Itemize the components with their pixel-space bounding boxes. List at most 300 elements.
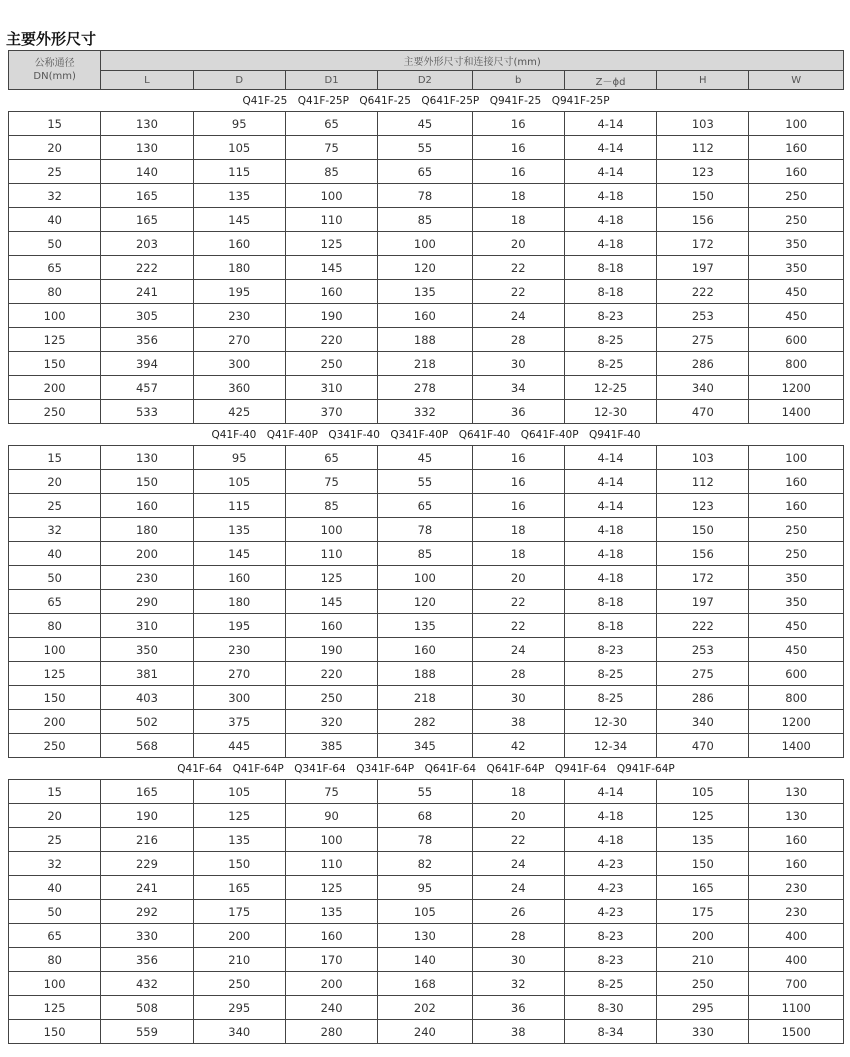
value-cell: 450 (749, 638, 844, 662)
table-row (9, 184, 844, 208)
value-cell: 203 (101, 232, 193, 256)
value-cell: 150 (657, 852, 749, 876)
col-header-l: L (101, 71, 193, 90)
value-cell: 270 (193, 328, 285, 352)
value-cell: 445 (193, 734, 285, 758)
value-cell: 345 (378, 734, 472, 758)
value-cell: 32 (472, 972, 564, 996)
value-cell: 8-18 (564, 280, 656, 304)
table-row (9, 614, 844, 638)
value-cell: 130 (749, 804, 844, 828)
value-cell: 24 (472, 852, 564, 876)
value-cell: 160 (285, 614, 377, 638)
value-cell: 295 (657, 996, 749, 1020)
value-cell: 240 (378, 1020, 472, 1044)
value-cell: 508 (101, 996, 193, 1020)
value-cell: 305 (101, 304, 193, 328)
value-cell: 170 (285, 948, 377, 972)
model-list-text: Q41F-25 Q41F-25P Q641F-25 Q641F-25P Q941F-25 Q941F-25P (242, 95, 610, 107)
value-cell: 180 (193, 590, 285, 614)
col-header-d1: D1 (285, 71, 377, 90)
value-cell: 160 (749, 852, 844, 876)
dn-cell: 32 (9, 852, 101, 876)
dn-cell: 50 (9, 900, 101, 924)
table-row (9, 780, 844, 804)
dn-cell: 125 (9, 996, 101, 1020)
value-cell: 22 (472, 256, 564, 280)
value-cell: 16 (472, 136, 564, 160)
value-cell: 220 (285, 328, 377, 352)
value-cell: 125 (285, 876, 377, 900)
value-cell: 65 (285, 112, 377, 136)
value-cell: 222 (657, 280, 749, 304)
value-cell: 100 (378, 232, 472, 256)
table-row (9, 638, 844, 662)
value-cell: 4-18 (564, 566, 656, 590)
value-cell: 370 (285, 400, 377, 424)
value-cell: 135 (193, 184, 285, 208)
value-cell: 356 (101, 328, 193, 352)
value-cell: 4-14 (564, 494, 656, 518)
value-cell: 105 (193, 136, 285, 160)
dn-cell: 125 (9, 328, 101, 352)
value-cell: 8-23 (564, 924, 656, 948)
dn-cell: 15 (9, 780, 101, 804)
value-cell: 8-25 (564, 972, 656, 996)
value-cell: 175 (657, 900, 749, 924)
value-cell: 135 (285, 900, 377, 924)
value-cell: 502 (101, 710, 193, 734)
value-cell: 24 (472, 876, 564, 900)
value-cell: 85 (378, 542, 472, 566)
value-cell: 216 (101, 828, 193, 852)
table-row (9, 900, 844, 924)
value-cell: 22 (472, 828, 564, 852)
value-cell: 145 (193, 542, 285, 566)
model-row (9, 424, 844, 446)
value-cell: 4-14 (564, 112, 656, 136)
value-cell: 250 (285, 686, 377, 710)
table-row (9, 924, 844, 948)
value-cell: 160 (193, 566, 285, 590)
value-cell: 457 (101, 376, 193, 400)
value-cell: 8-34 (564, 1020, 656, 1044)
dn-cell: 65 (9, 924, 101, 948)
dn-cell: 80 (9, 948, 101, 972)
value-cell: 20 (472, 566, 564, 590)
value-cell: 190 (101, 804, 193, 828)
value-cell: 600 (749, 662, 844, 686)
table-row (9, 446, 844, 470)
dn-header (9, 51, 101, 90)
col-header-h: H (657, 71, 749, 90)
value-cell: 222 (657, 614, 749, 638)
value-cell: 218 (378, 352, 472, 376)
value-cell: 78 (378, 518, 472, 542)
table-row (9, 352, 844, 376)
value-cell: 110 (285, 852, 377, 876)
value-cell: 160 (749, 494, 844, 518)
value-cell: 8-23 (564, 638, 656, 662)
dn-cell: 15 (9, 446, 101, 470)
value-cell: 165 (101, 208, 193, 232)
value-cell: 85 (285, 494, 377, 518)
value-cell: 330 (657, 1020, 749, 1044)
value-cell: 120 (378, 256, 472, 280)
value-cell: 230 (101, 566, 193, 590)
value-cell: 95 (378, 876, 472, 900)
value-cell: 253 (657, 638, 749, 662)
dn-cell: 80 (9, 614, 101, 638)
value-cell: 30 (472, 352, 564, 376)
value-cell: 290 (101, 590, 193, 614)
value-cell: 112 (657, 470, 749, 494)
value-cell: 450 (749, 280, 844, 304)
value-cell: 470 (657, 734, 749, 758)
value-cell: 220 (285, 662, 377, 686)
value-cell: 65 (378, 494, 472, 518)
value-cell: 1400 (749, 400, 844, 424)
value-cell: 250 (285, 352, 377, 376)
value-cell: 30 (472, 948, 564, 972)
dn-cell: 150 (9, 1020, 101, 1044)
value-cell: 8-25 (564, 662, 656, 686)
model-list-text: Q41F-40 Q41F-40P Q341F-40 Q341F-40P Q641F-40 Q641F-40P Q941F-40 (211, 429, 641, 441)
dn-cell: 100 (9, 638, 101, 662)
value-cell: 28 (472, 924, 564, 948)
value-cell: 360 (193, 376, 285, 400)
value-cell: 125 (285, 232, 377, 256)
value-cell: 18 (472, 184, 564, 208)
value-cell: 16 (472, 446, 564, 470)
model-list (9, 424, 844, 446)
value-cell: 125 (193, 804, 285, 828)
value-cell: 270 (193, 662, 285, 686)
value-cell: 559 (101, 1020, 193, 1044)
table-row (9, 400, 844, 424)
table-row (9, 972, 844, 996)
table-row (9, 376, 844, 400)
table-row (9, 686, 844, 710)
table-row (9, 232, 844, 256)
value-cell: 156 (657, 542, 749, 566)
value-cell: 278 (378, 376, 472, 400)
value-cell: 100 (749, 112, 844, 136)
col-header-z-phi-d: Z－ϕd (564, 71, 656, 90)
value-cell: 135 (193, 828, 285, 852)
value-cell: 300 (193, 686, 285, 710)
dimensions-table (8, 50, 844, 1044)
value-cell: 55 (378, 780, 472, 804)
value-cell: 172 (657, 232, 749, 256)
value-cell: 188 (378, 328, 472, 352)
table-row (9, 518, 844, 542)
value-cell: 350 (749, 566, 844, 590)
dn-cell: 25 (9, 160, 101, 184)
value-cell: 292 (101, 900, 193, 924)
value-cell: 130 (101, 112, 193, 136)
value-cell: 160 (749, 136, 844, 160)
col-header-b: b (472, 71, 564, 90)
value-cell: 394 (101, 352, 193, 376)
value-cell: 36 (472, 400, 564, 424)
table-row (9, 876, 844, 900)
value-cell: 197 (657, 256, 749, 280)
value-cell: 82 (378, 852, 472, 876)
value-cell: 123 (657, 494, 749, 518)
value-cell: 130 (101, 446, 193, 470)
value-cell: 450 (749, 304, 844, 328)
value-cell: 165 (193, 876, 285, 900)
table-row (9, 566, 844, 590)
value-cell: 4-14 (564, 160, 656, 184)
value-cell: 295 (193, 996, 285, 1020)
dn-cell: 20 (9, 136, 101, 160)
value-cell: 38 (472, 1020, 564, 1044)
value-cell: 190 (285, 638, 377, 662)
dn-cell: 200 (9, 710, 101, 734)
value-cell: 250 (749, 518, 844, 542)
value-cell: 150 (657, 184, 749, 208)
value-cell: 160 (749, 470, 844, 494)
col-header-d2: D2 (378, 71, 472, 90)
value-cell: 218 (378, 686, 472, 710)
value-cell: 105 (193, 470, 285, 494)
page-title: 主要外形尺寸 (6, 30, 97, 48)
value-cell: 160 (749, 160, 844, 184)
table-row (9, 494, 844, 518)
value-cell: 150 (193, 852, 285, 876)
dn-cell: 50 (9, 232, 101, 256)
value-cell: 250 (749, 542, 844, 566)
value-cell: 4-18 (564, 542, 656, 566)
value-cell: 95 (193, 446, 285, 470)
value-cell: 145 (285, 256, 377, 280)
value-cell: 450 (749, 614, 844, 638)
value-cell: 4-18 (564, 184, 656, 208)
dn-cell: 40 (9, 876, 101, 900)
value-cell: 229 (101, 852, 193, 876)
value-cell: 241 (101, 280, 193, 304)
value-cell: 200 (657, 924, 749, 948)
value-cell: 16 (472, 470, 564, 494)
value-cell: 8-18 (564, 256, 656, 280)
value-cell: 26 (472, 900, 564, 924)
value-cell: 78 (378, 828, 472, 852)
value-cell: 8-30 (564, 996, 656, 1020)
value-cell: 100 (749, 446, 844, 470)
value-cell: 165 (101, 184, 193, 208)
value-cell: 100 (285, 828, 377, 852)
table-row (9, 112, 844, 136)
dn-cell: 20 (9, 470, 101, 494)
table-row (9, 256, 844, 280)
dn-cell: 100 (9, 972, 101, 996)
value-cell: 195 (193, 614, 285, 638)
dn-cell: 250 (9, 734, 101, 758)
value-cell: 103 (657, 446, 749, 470)
value-cell: 140 (101, 160, 193, 184)
value-cell: 4-23 (564, 900, 656, 924)
value-cell: 222 (101, 256, 193, 280)
value-cell: 100 (285, 184, 377, 208)
value-cell: 103 (657, 112, 749, 136)
value-cell: 250 (193, 972, 285, 996)
value-cell: 180 (193, 256, 285, 280)
value-cell: 8-25 (564, 352, 656, 376)
table-row (9, 208, 844, 232)
col-header-d: D (193, 71, 285, 90)
value-cell: 470 (657, 400, 749, 424)
value-cell: 275 (657, 328, 749, 352)
value-cell: 350 (749, 232, 844, 256)
dn-cell: 250 (9, 400, 101, 424)
value-cell: 202 (378, 996, 472, 1020)
value-cell: 533 (101, 400, 193, 424)
value-cell: 150 (101, 470, 193, 494)
value-cell: 286 (657, 686, 749, 710)
dn-cell: 125 (9, 662, 101, 686)
value-cell: 55 (378, 470, 472, 494)
value-cell: 432 (101, 972, 193, 996)
value-cell: 253 (657, 304, 749, 328)
value-cell: 24 (472, 638, 564, 662)
value-cell: 150 (657, 518, 749, 542)
value-cell: 350 (749, 590, 844, 614)
value-cell: 310 (101, 614, 193, 638)
value-cell: 130 (378, 924, 472, 948)
value-cell: 1400 (749, 734, 844, 758)
value-cell: 1200 (749, 376, 844, 400)
value-cell: 156 (657, 208, 749, 232)
model-list (9, 758, 844, 780)
value-cell: 100 (285, 518, 377, 542)
model-row (9, 90, 844, 112)
value-cell: 125 (657, 804, 749, 828)
value-cell: 28 (472, 662, 564, 686)
group-header: 主要外形尺寸和连接尺寸(mm) (101, 51, 844, 71)
value-cell: 18 (472, 518, 564, 542)
table-row (9, 734, 844, 758)
value-cell: 22 (472, 614, 564, 638)
value-cell: 85 (285, 160, 377, 184)
value-cell: 210 (657, 948, 749, 972)
value-cell: 8-23 (564, 948, 656, 972)
value-cell: 135 (657, 828, 749, 852)
value-cell: 350 (749, 256, 844, 280)
value-cell: 12-30 (564, 710, 656, 734)
value-cell: 4-14 (564, 136, 656, 160)
value-cell: 45 (378, 112, 472, 136)
value-cell: 160 (378, 304, 472, 328)
table-row (9, 542, 844, 566)
value-cell: 20 (472, 804, 564, 828)
table-row (9, 828, 844, 852)
value-cell: 115 (193, 160, 285, 184)
table-row (9, 328, 844, 352)
value-cell: 320 (285, 710, 377, 734)
dn-cell: 100 (9, 304, 101, 328)
value-cell: 300 (193, 352, 285, 376)
value-cell: 356 (101, 948, 193, 972)
value-cell: 85 (378, 208, 472, 232)
value-cell: 240 (285, 996, 377, 1020)
value-cell: 230 (749, 876, 844, 900)
value-cell: 400 (749, 924, 844, 948)
value-cell: 22 (472, 590, 564, 614)
dn-cell: 50 (9, 566, 101, 590)
value-cell: 115 (193, 494, 285, 518)
value-cell: 42 (472, 734, 564, 758)
table-row (9, 160, 844, 184)
value-cell: 95 (193, 112, 285, 136)
value-cell: 34 (472, 376, 564, 400)
value-cell: 200 (193, 924, 285, 948)
value-cell: 20 (472, 232, 564, 256)
value-cell: 403 (101, 686, 193, 710)
value-cell: 1100 (749, 996, 844, 1020)
value-cell: 160 (101, 494, 193, 518)
value-cell: 105 (378, 900, 472, 924)
value-cell: 310 (285, 376, 377, 400)
value-cell: 4-14 (564, 470, 656, 494)
value-cell: 12-30 (564, 400, 656, 424)
value-cell: 110 (285, 542, 377, 566)
dn-cell: 150 (9, 686, 101, 710)
table-row (9, 1020, 844, 1044)
dn-cell: 80 (9, 280, 101, 304)
model-list-text: Q41F-64 Q41F-64P Q341F-64 Q341F-64P Q641F-64 Q641F-64P Q941F-64 Q941F-64P (177, 763, 675, 775)
value-cell: 78 (378, 184, 472, 208)
value-cell: 160 (285, 280, 377, 304)
value-cell: 350 (101, 638, 193, 662)
table-row (9, 948, 844, 972)
value-cell: 160 (285, 924, 377, 948)
value-cell: 4-18 (564, 828, 656, 852)
value-cell: 400 (749, 948, 844, 972)
value-cell: 280 (285, 1020, 377, 1044)
value-cell: 250 (749, 184, 844, 208)
dn-cell: 150 (9, 352, 101, 376)
value-cell: 385 (285, 734, 377, 758)
value-cell: 130 (749, 780, 844, 804)
value-cell: 286 (657, 352, 749, 376)
dn-cell: 40 (9, 208, 101, 232)
value-cell: 160 (378, 638, 472, 662)
dn-cell: 32 (9, 518, 101, 542)
value-cell: 45 (378, 446, 472, 470)
value-cell: 168 (378, 972, 472, 996)
model-row (9, 758, 844, 780)
value-cell: 120 (378, 590, 472, 614)
value-cell: 160 (749, 828, 844, 852)
dn-cell: 15 (9, 112, 101, 136)
table-row (9, 304, 844, 328)
value-cell: 1500 (749, 1020, 844, 1044)
value-cell: 700 (749, 972, 844, 996)
model-list (9, 90, 844, 112)
dn-cell: 65 (9, 256, 101, 280)
value-cell: 18 (472, 208, 564, 232)
value-cell: 123 (657, 160, 749, 184)
table-row (9, 710, 844, 734)
value-cell: 105 (193, 780, 285, 804)
value-cell: 568 (101, 734, 193, 758)
value-cell: 375 (193, 710, 285, 734)
value-cell: 4-18 (564, 804, 656, 828)
value-cell: 241 (101, 876, 193, 900)
value-cell: 250 (657, 972, 749, 996)
